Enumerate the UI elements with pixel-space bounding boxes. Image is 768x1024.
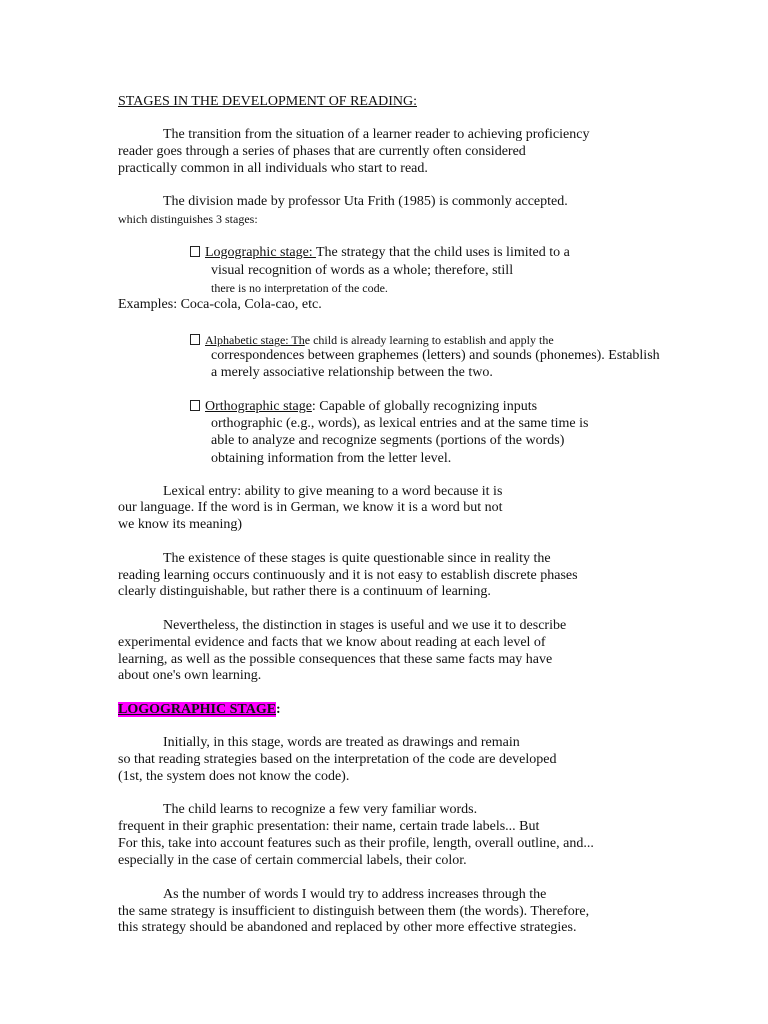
examples-line: Examples: Coca-cola, Cola-cao, etc. bbox=[118, 297, 322, 312]
paragraph-line: practically common in all individuals who start to read. bbox=[118, 161, 428, 176]
bullet-text: a merely associative relationship between the two. bbox=[211, 365, 493, 380]
paragraph-line: about one's own learning. bbox=[118, 668, 262, 683]
paragraph-line: the same strategy is insufficient to distinguish between them (the words). Therefore, bbox=[118, 904, 590, 919]
paragraph-line: The transition from the situation of a learner reader to achieving proficiency bbox=[163, 127, 590, 142]
paragraph-line: which distinguishes 3 stages: bbox=[118, 212, 258, 226]
heading-colon: : bbox=[276, 702, 281, 717]
document-title: STAGES IN THE DEVELOPMENT OF READING: bbox=[118, 94, 417, 109]
paragraph-line: For this, take into account features such as their profile, length, overall outline, and... bbox=[118, 836, 594, 851]
bullet-text: there is no interpretation of the code. bbox=[211, 281, 388, 295]
bullet-label: Logographic stage: bbox=[205, 245, 316, 260]
bullet-text: correspondences between graphemes (letters) and sounds (phonemes). Establish bbox=[211, 348, 660, 363]
paragraph-line: learning, as well as the possible consequences that these same facts may have bbox=[118, 652, 553, 667]
paragraph-line: Nevertheless, the distinction in stages is useful and we use it to describe bbox=[163, 618, 567, 633]
paragraph-line: The existence of these stages is quite questionable since in reality the bbox=[163, 551, 551, 566]
bullet-item-logographic bbox=[190, 245, 570, 261]
bullet-text: : Capable of globally recognizing inputs bbox=[311, 399, 538, 414]
bullet-text: e child is already learning to establish and apply the bbox=[304, 333, 554, 347]
paragraph-line: especially in the case of certain commercial labels, their color. bbox=[118, 853, 467, 868]
bullet-text: orthographic (e.g., words), as lexical entries and at the same time is bbox=[211, 416, 589, 431]
checkbox-bullet-icon bbox=[190, 246, 200, 257]
checkbox-bullet-icon bbox=[190, 334, 200, 345]
paragraph-line: we know its meaning) bbox=[118, 517, 243, 532]
paragraph-line: this strategy should be abandoned and replaced by other more effective strategies. bbox=[118, 920, 577, 935]
paragraph-line: so that reading strategies based on the interpretation of the code are developed bbox=[118, 752, 557, 767]
paragraph-line: Initially, in this stage, words are treated as drawings and remain bbox=[163, 735, 520, 750]
bullet-text: able to analyze and recognize segments (portions of the words) bbox=[211, 433, 565, 448]
paragraph-line: frequent in their graphic presentation: their name, certain trade labels... But bbox=[118, 819, 540, 834]
paragraph-line: As the number of words I would try to address increases through the bbox=[163, 887, 547, 902]
checkbox-bullet-icon bbox=[190, 400, 200, 411]
paragraph-line: clearly distinguishable, but rather there is a continuum of learning. bbox=[118, 584, 491, 599]
bullet-text: obtaining information from the letter level. bbox=[211, 451, 452, 466]
paragraph-line: reading learning occurs continuously and it is not easy to establish discrete phases bbox=[118, 568, 578, 583]
bullet-label: Orthographic stage bbox=[205, 399, 312, 414]
bullet-item-alphabetic bbox=[190, 332, 554, 348]
paragraph-line: experimental evidence and facts that we know about reading at each level of bbox=[118, 635, 546, 650]
paragraph-line: (1st, the system does not know the code). bbox=[118, 769, 350, 784]
paragraph-line: reader goes through a series of phases that are currently often considered bbox=[118, 144, 526, 159]
bullet-item-orthographic bbox=[190, 399, 537, 415]
paragraph-line: our language. If the word is in German, we know it is a word but not bbox=[118, 500, 503, 515]
bullet-text: The strategy that the child uses is limited to a bbox=[315, 245, 570, 260]
paragraph-line: The division made by professor Uta Frith (1985) is commonly accepted. bbox=[163, 194, 568, 209]
bullet-text: visual recognition of words as a whole; therefore, still bbox=[211, 263, 514, 278]
paragraph-line: Lexical entry: ability to give meaning to a word because it is bbox=[163, 484, 503, 499]
section-heading bbox=[118, 702, 281, 718]
highlighted-heading: LOGOGRAPHIC STAGE bbox=[118, 702, 277, 717]
paragraph-line: The child learns to recognize a few very familiar words. bbox=[163, 802, 478, 817]
bullet-label: Alphabetic stage: Th bbox=[205, 333, 305, 347]
